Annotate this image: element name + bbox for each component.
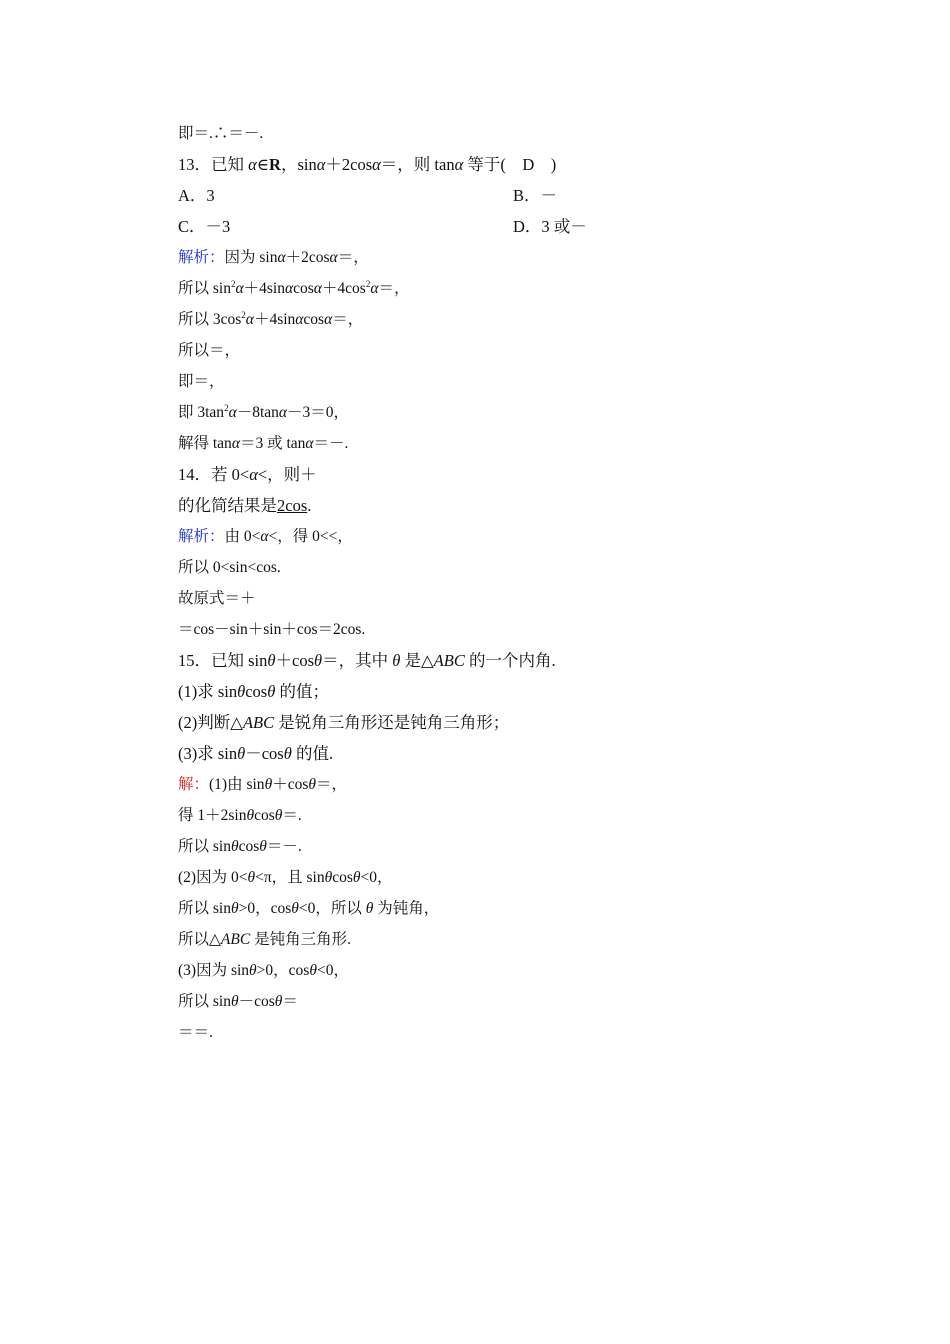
answer-15-line-1 [178, 769, 878, 800]
answer-15-line-7 [178, 955, 878, 986]
text: >0，cos [238, 900, 292, 917]
text: cos [303, 311, 325, 328]
exponent: 2 [365, 279, 371, 289]
answer-blank: 2cos [277, 496, 308, 515]
question-15 [178, 645, 878, 676]
solution-13-line-1 [178, 242, 878, 273]
var: α [228, 404, 237, 421]
solution-14-line-3 [178, 583, 878, 614]
text: >0，cos [256, 962, 310, 979]
text: ＝ [282, 993, 298, 1010]
solution-13-line-7 [178, 428, 878, 459]
text: 即＝， [178, 373, 225, 390]
text: 所以 0<sin<cos. [178, 559, 281, 576]
text: ＝， [315, 776, 347, 793]
solution-14-line-4 [178, 614, 878, 645]
option-d: D．3 或－ [513, 217, 587, 236]
answer-15-line-2 [178, 800, 878, 831]
var: θ [352, 869, 361, 886]
text: <π，且 sin [255, 869, 325, 886]
var: θ [237, 682, 246, 701]
var: θ [274, 993, 283, 1010]
var: θ [392, 651, 401, 670]
text: . [307, 496, 312, 515]
text: ＝， [337, 249, 369, 266]
var: α [231, 435, 240, 452]
var: ABC [433, 651, 465, 670]
text: 是△ [400, 651, 434, 670]
text: <0，所以 [298, 900, 366, 917]
question-14-line-2 [178, 490, 878, 521]
text: cos [254, 807, 275, 824]
var: θ [264, 776, 273, 793]
var: θ [274, 807, 283, 824]
text: 14．若 0< [178, 465, 250, 484]
question-15-part-2 [178, 707, 878, 738]
answer-15-line-4 [178, 862, 878, 893]
var: θ [314, 651, 323, 670]
var: θ [230, 838, 239, 855]
var: θ [247, 869, 256, 886]
text: 等于( D ) [463, 155, 557, 174]
solution-13-line-5 [178, 366, 878, 397]
question-15-part-3 [178, 738, 878, 769]
text: 是锐角三角形还是钝角三角形； [274, 713, 510, 732]
text: ＝－. [313, 435, 349, 452]
option-b: B．－ [513, 186, 558, 205]
var: θ [283, 744, 292, 763]
var: θ [291, 900, 299, 917]
equation-text: 即＝.∴＝－. [178, 125, 264, 142]
answer-15-line-9 [178, 1017, 878, 1048]
text: 所以 sin [178, 280, 231, 297]
var: ABC [242, 713, 275, 732]
option-a: A．3 [178, 186, 215, 205]
text: ＋4sin [243, 280, 285, 297]
text: ＋cos [275, 651, 314, 670]
var: α [329, 249, 338, 266]
text: <0， [360, 869, 393, 886]
var: α [277, 249, 286, 266]
var: θ [230, 993, 239, 1010]
var: α [278, 404, 288, 421]
solution-14-line-1 [178, 521, 878, 552]
text: ＋4cos [321, 280, 366, 297]
var: α [245, 311, 254, 328]
var: α [248, 155, 257, 174]
text-line [178, 118, 878, 149]
answer-15-line-5 [178, 893, 878, 924]
text: ＋2cos [285, 249, 330, 266]
text: ＋2cos [325, 155, 373, 174]
text: <，得 0<<， [268, 528, 353, 545]
text: 故原式＝＋ [178, 590, 256, 607]
text: 的一个内角. [464, 651, 556, 670]
exponent: 2 [224, 403, 229, 413]
var: θ [237, 744, 246, 763]
options-row-1 [178, 180, 878, 211]
text: (2)因为 0< [178, 869, 248, 886]
text: ∈ [256, 155, 270, 174]
text: ＝， [332, 311, 364, 328]
var: θ [246, 807, 255, 824]
solution-label: 解： [178, 776, 210, 793]
text: －cos [245, 744, 284, 763]
text: 得 1＋2sin [178, 807, 247, 824]
document-body [178, 118, 878, 1048]
text: 15．已知 sin [178, 651, 268, 670]
text: －8tan [236, 404, 279, 421]
var: α [372, 155, 381, 174]
exponent: 2 [230, 279, 236, 289]
text: cos [332, 869, 353, 886]
solution-13-line-3 [178, 304, 878, 335]
option-c: C．－3 [178, 217, 231, 236]
var: α [316, 155, 326, 174]
text: ＋cos [272, 776, 309, 793]
text: ＝， [378, 280, 410, 297]
set-R: R [269, 155, 281, 174]
text: ，sin [280, 155, 317, 174]
text: cos [293, 280, 314, 297]
var: θ [309, 962, 317, 979]
text: 即 3tan [178, 404, 225, 421]
exponent: 2 [241, 310, 246, 320]
text: 是钝角三角形. [250, 931, 351, 948]
var: θ [267, 682, 276, 701]
var: α [235, 280, 244, 297]
var: α [454, 155, 464, 174]
var: ABC [220, 931, 251, 948]
text: 所以 sin [178, 838, 231, 855]
text: 所以＝， [178, 342, 241, 359]
var: θ [230, 900, 239, 917]
options-row-2 [178, 211, 878, 242]
solution-14-line-2 [178, 552, 878, 583]
var: θ [267, 651, 276, 670]
text: 的化简结果是 [178, 496, 277, 515]
var: α [324, 311, 333, 328]
analysis-label: 解析： [178, 249, 225, 266]
text: 所以 sin [178, 993, 231, 1010]
text: ＝cos－sin＋sin＋cos＝2cos. [178, 621, 366, 638]
answer-15-line-6 [178, 924, 878, 955]
text: 解得 tan [178, 435, 232, 452]
var: α [295, 311, 304, 328]
var: θ [365, 900, 374, 917]
text: cos [245, 682, 268, 701]
text: cos [238, 838, 260, 855]
analysis-label: 解析： [178, 528, 225, 545]
question-13 [178, 149, 878, 180]
var: α [305, 435, 314, 452]
text: <0， [316, 962, 349, 979]
text: (3)求 sin [178, 744, 238, 763]
var: α [313, 280, 322, 297]
question-15-part-1 [178, 676, 878, 707]
solution-13-line-2 [178, 273, 878, 304]
var: θ [324, 869, 333, 886]
text: －3＝0， [287, 404, 350, 421]
answer-15-line-8 [178, 986, 878, 1017]
var: θ [308, 776, 316, 793]
text: ＝－. [266, 838, 302, 855]
var: α [284, 280, 294, 297]
text: 由 0< [224, 528, 261, 545]
text: －cos [238, 993, 275, 1010]
question-14 [178, 459, 878, 490]
text: ＝，其中 [322, 651, 393, 670]
text: 为钝角， [373, 900, 440, 917]
text: ＝. [282, 807, 302, 824]
var: θ [249, 962, 257, 979]
text: 所以 sin [178, 900, 231, 917]
text: 所以△ [178, 931, 221, 948]
text: 13．已知 [178, 155, 249, 174]
answer-15-line-3 [178, 831, 878, 862]
text: 的值. [291, 744, 334, 763]
text: ＝＝. [178, 1024, 213, 1041]
text: (1)由 sin [209, 776, 265, 793]
var: θ [259, 838, 267, 855]
text: 因为 sin [224, 249, 278, 266]
text: (3)因为 sin [178, 962, 250, 979]
var: α [370, 280, 379, 297]
solution-13-line-4 [178, 335, 878, 366]
text: (2)判断△ [178, 713, 243, 732]
text: ＝，则 tan [380, 155, 455, 174]
text: 的值； [275, 682, 329, 701]
text: (1)求 sin [178, 682, 238, 701]
var: α [249, 465, 258, 484]
text: 所以 3cos [178, 311, 242, 328]
text: ＋4sin [253, 311, 296, 328]
solution-13-line-6 [178, 397, 878, 428]
var: α [260, 528, 269, 545]
text: ＝3 或 tan [239, 435, 306, 452]
text: <，则＋ [257, 465, 317, 484]
